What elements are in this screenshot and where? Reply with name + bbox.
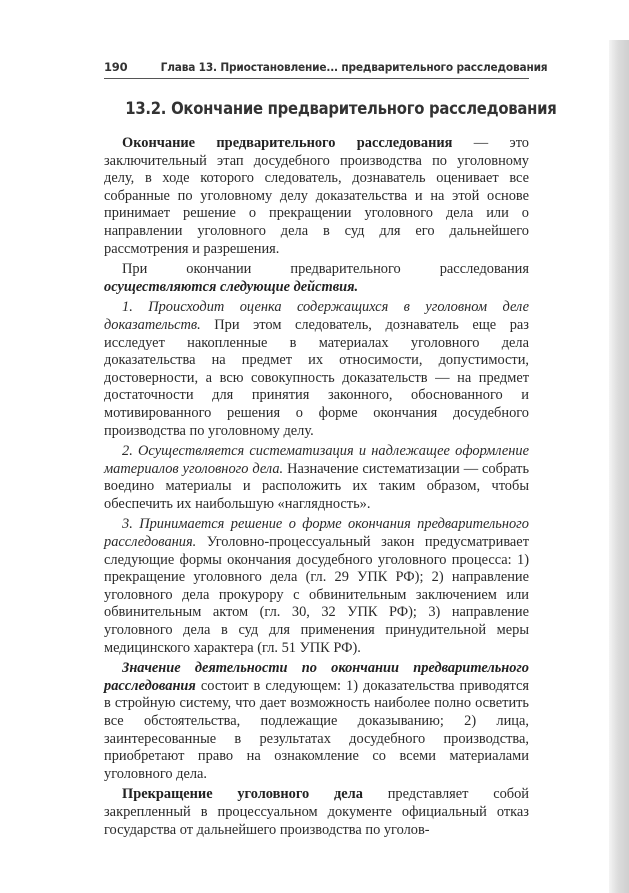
book-page [104,60,557,839]
paragraph-text: состоит в следующем: 1) доказательства приводятся в стройную систему, что дает возможность наиболее полно осветить все обстоятельства, подлежащие доказыванию; 2) лица, заинтересованные в результатах досудебного производства, приобретают право на ознакомление со всеми материалами уголовного дела. [104,677,529,782]
item-heading-italic: 1. Происходит оценка содержащихся в уголовном деле доказательств. [104,299,529,333]
term-bold: Прекращение уголовного дела [122,786,363,803]
paragraph-text: представляет собой закрепленный в процессуальном документе официальный отказ государства от дальнейшего производства по уголов- [104,786,529,838]
paragraph-significance [104,660,529,783]
paragraph-definition [104,135,529,258]
term-bold-italic: Значение деятельности по окончании предварительного расследования [104,660,529,694]
item-heading-italic: 3. Принимается решение о форме окончания предварительного расследования. [104,516,529,551]
paragraph-item-2 [104,443,529,513]
paragraph-text: Уголовно-процессуальный закон предусматривает следующие формы окончания досудебного уголовного процесса: 1) прекращение уголовного дела (гл. 29 УПК РФ); 2) направление уголовного дела прокурору с обвинительным заключением или обвинительным актом (гл. 30, 32 УПК РФ); 3) направление уголовного дела в суд для применения принудительной меры медицинского характера (гл. 51 УПК РФ). [104,534,529,656]
paragraph-text: При окончании предварительного расследования [122,261,529,278]
paragraph-item-1 [104,299,529,440]
running-header [104,60,548,79]
term-bold: Окончание предварительного расследования [122,135,453,151]
page-number: 190 [104,60,128,74]
item-heading-italic: 2. Осуществляется систематизация и надлежащее оформление материалов уголовного дела. [104,443,529,477]
paragraph-text: Назначение систематизации — собрать воедино материалы и расположить их таким образом, чтобы обеспечить их наибольшую «наглядность». [104,460,530,512]
section-title: 13.2. Окончание предварительного расследования [125,99,557,118]
paragraph-text: — это заключительный этап досудебного производства по уголовному делу, в ходе которого следователь, дознаватель оценивает все собранные по уголовному делу доказательства и на этой основе принимает решение о прекращении уголовного дела или о направлении уголовного дела в суд для его дальнейшего рассмотрения и разрешения. [104,135,529,257]
paragraph-text: При этом следователь, дознаватель еще раз исследует накопленные в материалах уголовного дела доказательства на предмет их относимости, допустимости, достоверности, а всю совокупность доказательств — на предмет достаточности для принятия законного, обоснованного и мотивированного решения о форме окончания досудебного производства по уголовному делу. [104,316,529,439]
paragraph-item-3 [104,516,529,657]
paragraph-actions-intro [104,261,529,296]
term-bold-italic: осуществляются следующие действия. [104,278,359,295]
paragraph-termination [104,786,529,839]
book-spine-shadow [609,40,629,893]
chapter-title: Глава 13. Приостановление... предварительного расследования [161,60,548,74]
